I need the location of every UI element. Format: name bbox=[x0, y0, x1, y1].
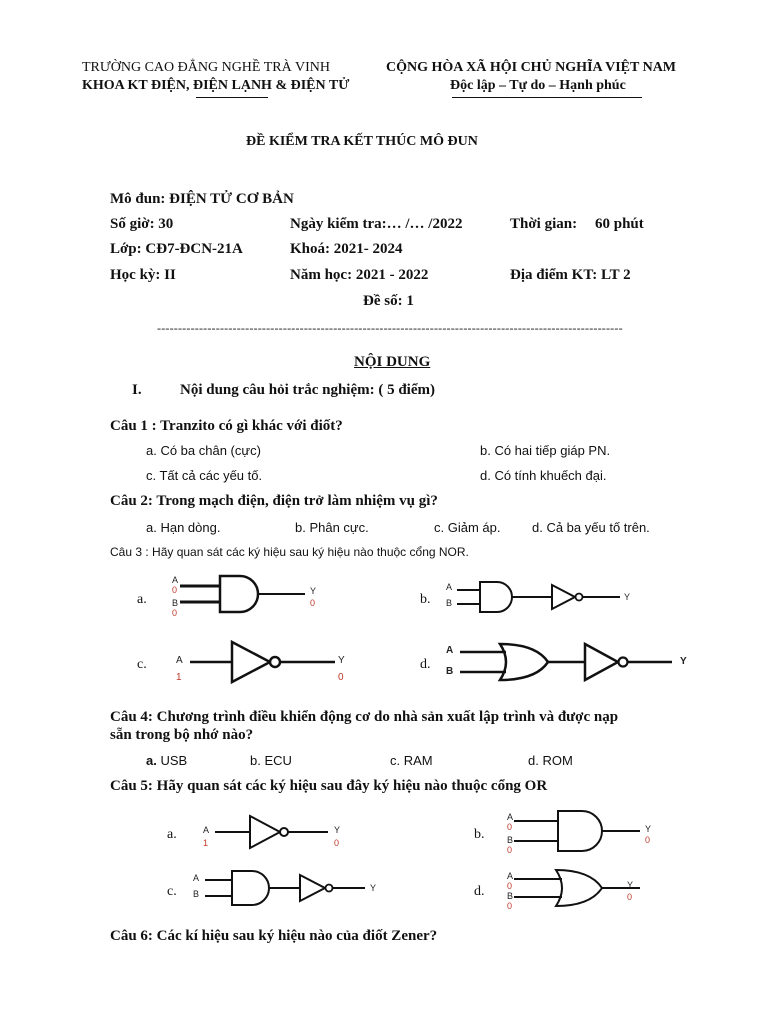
q2-option-a: a. Hạn dòng. bbox=[146, 520, 221, 535]
q1-option-c: c. Tất cả các yếu tố. bbox=[146, 468, 263, 483]
hours: Số giờ: 30 bbox=[110, 216, 174, 232]
q3a-label-b: B bbox=[172, 598, 179, 608]
q3b-label-b: B bbox=[446, 598, 453, 608]
q3-option-a: a. bbox=[137, 592, 147, 607]
q5d-label-b: B bbox=[507, 891, 514, 901]
q6-stem: Câu 6: Các kí hiệu sau ký hiệu nào của điốt Zener? bbox=[110, 928, 438, 944]
q4-option-a-letter: a. bbox=[146, 753, 157, 768]
q5c-nand-chain-diagram bbox=[190, 868, 390, 908]
q3d-label-a: A bbox=[446, 645, 454, 656]
q3a-value-a: 0 bbox=[172, 585, 178, 595]
q3b-label-y: Y bbox=[624, 592, 631, 602]
duration-value: 60 phút bbox=[595, 216, 644, 232]
faculty-name: KHOA KT ĐIỆN, ĐIỆN LẠNH & ĐIỆN TỬ bbox=[82, 78, 350, 93]
q4-stem-line1: Câu 4: Chương trình điều khiển động cơ do nhà sản xuất lập trình và được nạp bbox=[110, 709, 619, 725]
school-year: Năm học: 2021 - 2022 bbox=[290, 267, 429, 283]
q5a-label-y: Y bbox=[334, 825, 341, 835]
q5d-label-y: Y bbox=[627, 880, 634, 890]
q1-stem: Câu 1 : Tranzito có gì khác với điốt? bbox=[110, 418, 343, 434]
q3c-value-a: 1 bbox=[176, 672, 182, 683]
q3-option-d: d. bbox=[420, 657, 431, 672]
q3a-label-a: A bbox=[172, 575, 179, 585]
q3c-value-y: 0 bbox=[338, 672, 344, 683]
q3c-label-a: A bbox=[176, 655, 183, 666]
q4-option-c: c. RAM bbox=[390, 753, 433, 768]
q5a-label-a: A bbox=[203, 825, 210, 835]
q2-option-d: d. Cả ba yếu tố trên. bbox=[532, 520, 650, 535]
exam-date: Ngày kiểm tra:… /… /2022 bbox=[290, 216, 463, 232]
exam-location: Địa điểm KT: LT 2 bbox=[510, 267, 631, 283]
q5a-value-y: 0 bbox=[334, 838, 340, 848]
section-title: Nội dung câu hỏi trắc nghiệm: ( 5 điểm) bbox=[180, 382, 435, 398]
q5b-label-y: Y bbox=[645, 824, 652, 834]
q5a-not-gate-diagram bbox=[200, 812, 350, 852]
q1-option-a: a. Có ba chân (cực) bbox=[146, 443, 261, 458]
q3c-label-y: Y bbox=[338, 655, 345, 666]
republic-name: CỘNG HÒA XÃ HỘI CHỦ NGHĨA VIỆT NAM bbox=[386, 60, 677, 75]
q5d-value-y: 0 bbox=[627, 892, 633, 902]
q3a-label-y: Y bbox=[310, 586, 317, 596]
q4-option-d: d. ROM bbox=[528, 753, 573, 768]
section-number: I. bbox=[132, 382, 142, 398]
q5a-value-a: 1 bbox=[203, 838, 209, 848]
q1-option-d: d. Có tính khuếch đại. bbox=[480, 468, 607, 483]
q3a-and-gate-diagram bbox=[170, 572, 330, 622]
q3d-label-b: B bbox=[446, 666, 454, 677]
q5b-and-gate-diagram bbox=[500, 808, 660, 854]
q3d-label-y: Y bbox=[680, 656, 687, 667]
q5c-label-y: Y bbox=[370, 883, 377, 893]
exam-title: ĐỀ KIỂM TRA KẾT THÚC MÔ ĐUN bbox=[246, 134, 478, 149]
module-name: Mô đun: ĐIỆN TỬ CƠ BẢN bbox=[110, 191, 294, 207]
q5b-value-y: 0 bbox=[645, 835, 651, 845]
duration-label: Thời gian: bbox=[510, 216, 578, 232]
q5c-label-a: A bbox=[193, 873, 200, 883]
q5c-label-b: B bbox=[193, 889, 200, 899]
q3-option-c: c. bbox=[137, 657, 147, 672]
q2-option-c: c. Giảm áp. bbox=[434, 520, 501, 535]
q5-option-b: b. bbox=[474, 827, 485, 842]
q5b-value-b: 0 bbox=[507, 845, 513, 855]
q1-option-b: b. Có hai tiếp giáp PN. bbox=[480, 443, 611, 458]
q2-option-b: b. Phân cực. bbox=[295, 520, 369, 535]
national-motto: Độc lập – Tự do – Hạnh phúc bbox=[450, 78, 626, 93]
semester: Học kỳ: II bbox=[110, 267, 176, 283]
q3-option-b: b. bbox=[420, 592, 431, 607]
q5b-label-b: B bbox=[507, 835, 514, 845]
school-name: TRƯỜNG CAO ĐẲNG NGHỀ TRÀ VINH bbox=[82, 60, 330, 75]
q3a-value-y: 0 bbox=[310, 598, 316, 608]
q3b-nand-chain-diagram bbox=[445, 578, 645, 618]
q5d-or-gate-diagram bbox=[500, 866, 660, 910]
q5-option-a: a. bbox=[167, 827, 177, 842]
q5d-value-a: 0 bbox=[507, 881, 513, 891]
class-name: Lớp: CĐ7-ĐCN-21A bbox=[110, 241, 243, 257]
q4-option-a bbox=[146, 753, 187, 768]
q2-stem: Câu 2: Trong mạch điện, điện trở làm nhiệm vụ gì? bbox=[110, 493, 438, 509]
faculty-underline bbox=[196, 97, 268, 98]
q5-option-d: d. bbox=[474, 884, 485, 899]
q5-stem: Câu 5: Hãy quan sát các ký hiệu sau đây ký hiệu nào thuộc cổng OR bbox=[110, 778, 548, 794]
q5d-value-b: 0 bbox=[507, 901, 513, 911]
separator-line: --------------------------------------------------------------------------------------------------------------- bbox=[157, 321, 623, 335]
q4-option-b: b. ECU bbox=[250, 753, 292, 768]
q3d-nor-chain-diagram bbox=[440, 638, 700, 688]
q3a-value-b: 0 bbox=[172, 608, 178, 618]
cohort: Khoá: 2021- 2024 bbox=[290, 241, 403, 257]
exam-number: Đề số: 1 bbox=[363, 293, 414, 309]
q5d-label-a: A bbox=[507, 871, 514, 881]
q4-option-a-text: USB bbox=[156, 753, 188, 768]
q5b-value-a: 0 bbox=[507, 822, 513, 832]
q3-stem: Câu 3 : Hãy quan sát các ký hiệu sau ký hiệu nào thuộc cổng NOR. bbox=[110, 545, 469, 559]
content-heading: NỘI DUNG bbox=[354, 354, 431, 370]
q5-option-c: c. bbox=[167, 884, 177, 899]
q5b-label-a: A bbox=[507, 812, 514, 822]
q3b-label-a: A bbox=[446, 582, 453, 592]
q4-stem-line2: sẵn trong bộ nhớ nào? bbox=[110, 727, 254, 743]
motto-underline bbox=[452, 97, 642, 98]
